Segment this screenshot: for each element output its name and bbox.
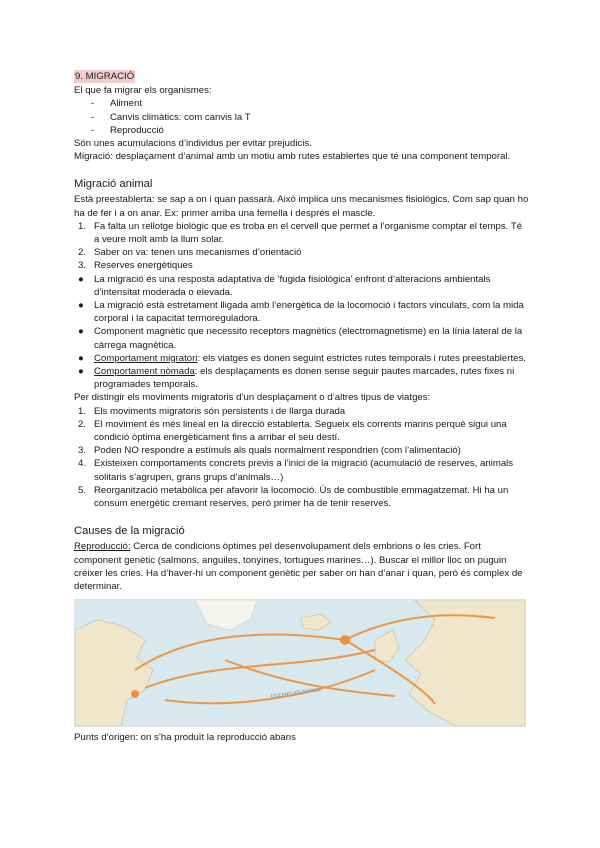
cause-item: - Reproducció [74, 124, 529, 137]
heading-causes: Causes de la migració [74, 525, 185, 538]
ocean-label: OCEANO ATLÁNTICO [270, 687, 322, 701]
term-comportament-nomada: Comportament nòmada [94, 366, 195, 378]
origin-point [340, 635, 350, 645]
paragraph-reproduccio: Reproducció: Cerca de condicions òptimes pel desenvolupament dels embrions o les cries. Fort component genètic (salmons, anguiles, tonyines, tortugues marines…). Buscar el millor lloc on puguin créixer les cries. Ha d’haver-hi un component genètic per saber on han d’anar i quan, però és complex de determinar. [74, 541, 523, 592]
list-item: ● La migració és una resposta adaptativa de ‘fugida fisiològica’ enfront d’alteracions ambientals d’intensitat moderada o elevada. [78, 273, 491, 298]
list-item: ● Component magnètic que necessito receptors magnètics (electromagnetisme) en la línia lateral de la càrrega magnètica. [78, 326, 523, 351]
list-item: ● Comportament migratori: els viatges es donen seguint estrictes rutes temporals i rutes preestablertes. [78, 352, 526, 364]
list-item: 2. Saber on va: tenen uns mecanismes d’orientació [78, 247, 302, 259]
intro-text: El que fa migrar els organismes: [74, 85, 212, 97]
map-caption: Punts d’origen: on s’ha produït la reproducció abans [74, 732, 296, 744]
paragraph-preestablerta: Està preestablerta: se sap a on i quan passarà. Això implica uns mecanismes fisiològics. Com sap quan ho ha de fer i a on anar. Ex: primer arriba una femella i després el mascle. [74, 194, 529, 219]
migration-map-svg [75, 600, 525, 726]
term-comportament-migratori: Comportament migratori [94, 352, 198, 364]
document-page [74, 70, 529, 744]
heading-migracio-animal: Migració animal [74, 178, 153, 191]
list-item: 4. Existeixen comportaments concrets previs a l’inici de la migració (acumulació de reserves, animals solitaris s’agrupen, grans grups d’animals…) [78, 458, 514, 483]
numbered-list-criteria [74, 405, 529, 511]
list-item: 1. Fa falta un rellotge biològic que es troba en el cervell que permet a l’organisme comptar el temps. Té a veure molt amb la llum solar. [78, 220, 523, 246]
bullet-list [74, 273, 529, 392]
cause-item: - Canvis climàtics: com canvis la T [74, 111, 529, 124]
list-item: 2. El moviment és més lineal en la direcció establerta. Segueix els corrents marins perquè sigui una condició òptima energèticament fins a arribar el seu destí. [78, 418, 507, 444]
list-item: ● Comportament nòmada: els desplaçaments es donen sense seguir pautes marcades, rutes fixes ni programades temporals. [78, 366, 515, 391]
numbered-list-requirements [74, 220, 529, 273]
migration-map-image [74, 599, 526, 727]
cause-item: - Aliment [74, 97, 529, 110]
paragraph-distingir: Per distingir els moviments migratoris d’un desplaçament o d’altres tipus de viatges: [74, 392, 431, 404]
list-item: 3. Poden NO respondre a estímuls als quals normalment respondrien (com l’alimentació) [78, 445, 461, 457]
origin-point [131, 690, 139, 698]
list-item: 1. Els moviments migratoris són persistents i de llarga durada [78, 405, 346, 417]
section-heading: 9. MIGRACIÓ [75, 71, 135, 82]
term-reproduccio: Reproducció: [74, 541, 131, 553]
paragraph-definicio: Migració: desplaçament d’animal amb un motiu amb rutes establertes que té una component temporal. [74, 151, 511, 163]
list-item: 3. Reserves energètiques [78, 260, 193, 272]
paragraph-acumulacions: Són unes acumulacions d’individus per evitar prejudicis. [74, 138, 312, 150]
causes-list [74, 97, 529, 137]
list-item: ● La migració està estretament lligada amb l’energètica de la locomoció i factors vinculats, com la mida corporal i la capacitat termoreguladora. [78, 300, 524, 325]
list-item: 5. Reorganització metabòlica per afavorir la locomoció. Ús de combustible emmagatzemat. Hi ha un consum energètic cremant reserves, però primer ha de tenir reserves. [78, 484, 509, 510]
